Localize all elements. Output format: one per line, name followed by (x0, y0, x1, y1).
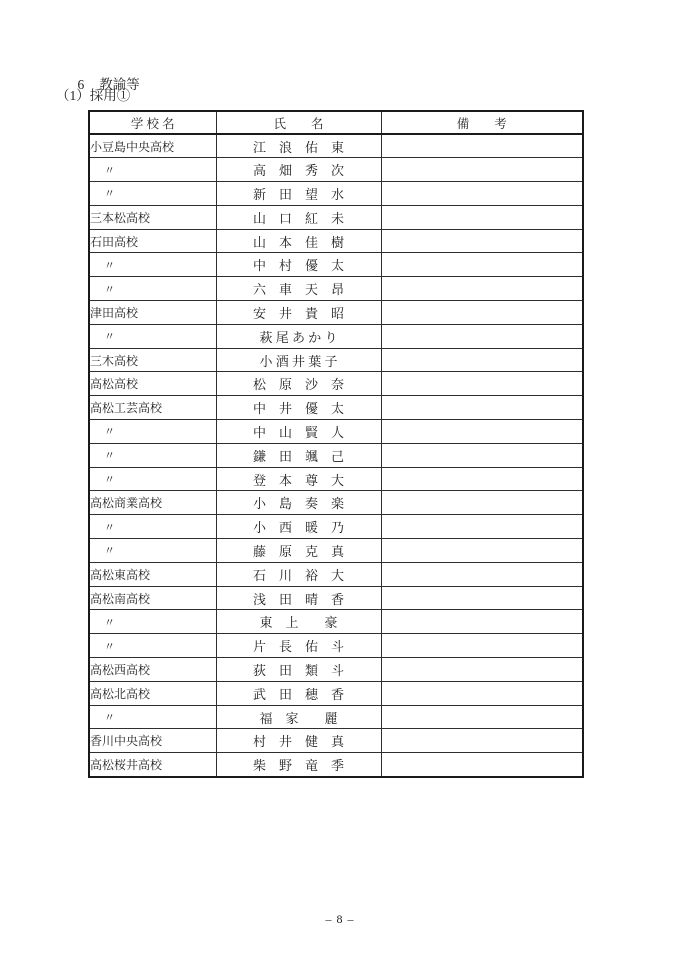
subsection-heading: （1）採用① (56, 88, 131, 103)
header-remarks: 備 考 (381, 111, 583, 134)
school-cell: 〃 (89, 420, 216, 444)
school-cell: 高松東高校 (89, 562, 216, 586)
section-number: 6 (77, 77, 85, 92)
remarks-cell (381, 562, 583, 586)
remarks-cell (381, 229, 583, 253)
remarks-cell (381, 372, 583, 396)
school-cell: 高松西高校 (89, 658, 216, 682)
school-cell: 高松高校 (89, 372, 216, 396)
remarks-cell (381, 681, 583, 705)
school-cell: 〃 (89, 467, 216, 491)
name-cell: 村 井 健 真 (216, 729, 381, 753)
table-row (89, 610, 583, 634)
school-cell: 高松商業高校 (89, 491, 216, 515)
table-row (89, 253, 583, 277)
remarks-cell (381, 324, 583, 348)
remarks-cell (381, 348, 583, 372)
table-row (89, 491, 583, 515)
remarks-cell (381, 515, 583, 539)
table-row (89, 158, 583, 182)
name-cell: 荻 田 類 斗 (216, 658, 381, 682)
name-cell: 安 井 貴 昭 (216, 301, 381, 325)
school-cell: 高松北高校 (89, 681, 216, 705)
remarks-cell (381, 491, 583, 515)
header-person-name: 氏 名 (216, 111, 381, 134)
remarks-cell (381, 277, 583, 301)
table-row (89, 205, 583, 229)
roster-table-header (89, 111, 583, 134)
school-cell: 高松桜井高校 (89, 753, 216, 777)
table-row (89, 134, 583, 158)
table-row (89, 586, 583, 610)
school-cell: 三本松高校 (89, 205, 216, 229)
table-row (89, 562, 583, 586)
school-cell: 〃 (89, 610, 216, 634)
school-cell: 〃 (89, 443, 216, 467)
remarks-cell (381, 634, 583, 658)
name-cell: 福 家 麗 (216, 705, 381, 729)
name-cell: 石 川 裕 大 (216, 562, 381, 586)
name-cell: 萩 尾 あ か り (216, 324, 381, 348)
table-row (89, 658, 583, 682)
table-row (89, 372, 583, 396)
roster-table-body (89, 134, 583, 777)
school-cell: 香川中央高校 (89, 729, 216, 753)
name-cell: 小 酒 井 葉 子 (216, 348, 381, 372)
name-cell: 柴 野 竜 季 (216, 753, 381, 777)
school-cell: 石田高校 (89, 229, 216, 253)
name-cell: 山 本 佳 樹 (216, 229, 381, 253)
table-row (89, 420, 583, 444)
name-cell: 中 井 優 太 (216, 396, 381, 420)
name-cell: 山 口 紅 未 (216, 205, 381, 229)
remarks-cell (381, 301, 583, 325)
name-cell: 片 長 佑 斗 (216, 634, 381, 658)
name-cell: 武 田 穂 香 (216, 681, 381, 705)
remarks-cell (381, 729, 583, 753)
school-cell: 〃 (89, 158, 216, 182)
school-cell: 高松工芸高校 (89, 396, 216, 420)
remarks-cell (381, 658, 583, 682)
school-cell: 〃 (89, 539, 216, 563)
name-cell: 藤 原 克 真 (216, 539, 381, 563)
school-cell: 小豆島中央高校 (89, 134, 216, 158)
remarks-cell (381, 396, 583, 420)
name-cell: 高 畑 秀 次 (216, 158, 381, 182)
table-row (89, 324, 583, 348)
remarks-cell (381, 705, 583, 729)
remarks-cell (381, 420, 583, 444)
name-cell: 六 車 天 昂 (216, 277, 381, 301)
school-cell: 〃 (89, 515, 216, 539)
table-row (89, 443, 583, 467)
table-row (89, 729, 583, 753)
remarks-cell (381, 205, 583, 229)
remarks-cell (381, 182, 583, 206)
remarks-cell (381, 158, 583, 182)
school-cell: 津田高校 (89, 301, 216, 325)
remarks-cell (381, 253, 583, 277)
name-cell: 鎌 田 颯 己 (216, 443, 381, 467)
remarks-cell (381, 134, 583, 158)
remarks-cell (381, 443, 583, 467)
school-cell: 高松南高校 (89, 586, 216, 610)
remarks-cell (381, 586, 583, 610)
school-cell: 〃 (89, 253, 216, 277)
table-row (89, 229, 583, 253)
school-cell: 〃 (89, 634, 216, 658)
name-cell: 登 本 尊 大 (216, 467, 381, 491)
page-number: – 8 – (325, 912, 355, 926)
name-cell: 東 上 豪 (216, 610, 381, 634)
header-school-name: 学 校 名 (89, 111, 216, 134)
school-cell: 三木高校 (89, 348, 216, 372)
school-cell: 〃 (89, 182, 216, 206)
remarks-cell (381, 753, 583, 777)
school-cell: 〃 (89, 324, 216, 348)
table-row (89, 681, 583, 705)
table-row (89, 467, 583, 491)
table-row (89, 539, 583, 563)
name-cell: 江 浪 佑 東 (216, 134, 381, 158)
remarks-cell (381, 467, 583, 491)
section-title: 教諭等 (99, 77, 140, 92)
name-cell: 小 島 奏 楽 (216, 491, 381, 515)
name-cell: 中 山 賢 人 (216, 420, 381, 444)
table-row (89, 396, 583, 420)
table-row (89, 753, 583, 777)
school-cell: 〃 (89, 705, 216, 729)
remarks-cell (381, 539, 583, 563)
name-cell: 松 原 沙 奈 (216, 372, 381, 396)
name-cell: 中 村 優 太 (216, 253, 381, 277)
remarks-cell (381, 610, 583, 634)
appointment-roster-table (88, 110, 584, 778)
table-row (89, 515, 583, 539)
table-row (89, 705, 583, 729)
name-cell: 小 西 暖 乃 (216, 515, 381, 539)
table-row (89, 301, 583, 325)
school-cell: 〃 (89, 277, 216, 301)
name-cell: 浅 田 晴 香 (216, 586, 381, 610)
table-row (89, 634, 583, 658)
table-row (89, 277, 583, 301)
table-row (89, 182, 583, 206)
table-row (89, 348, 583, 372)
name-cell: 新 田 望 水 (216, 182, 381, 206)
